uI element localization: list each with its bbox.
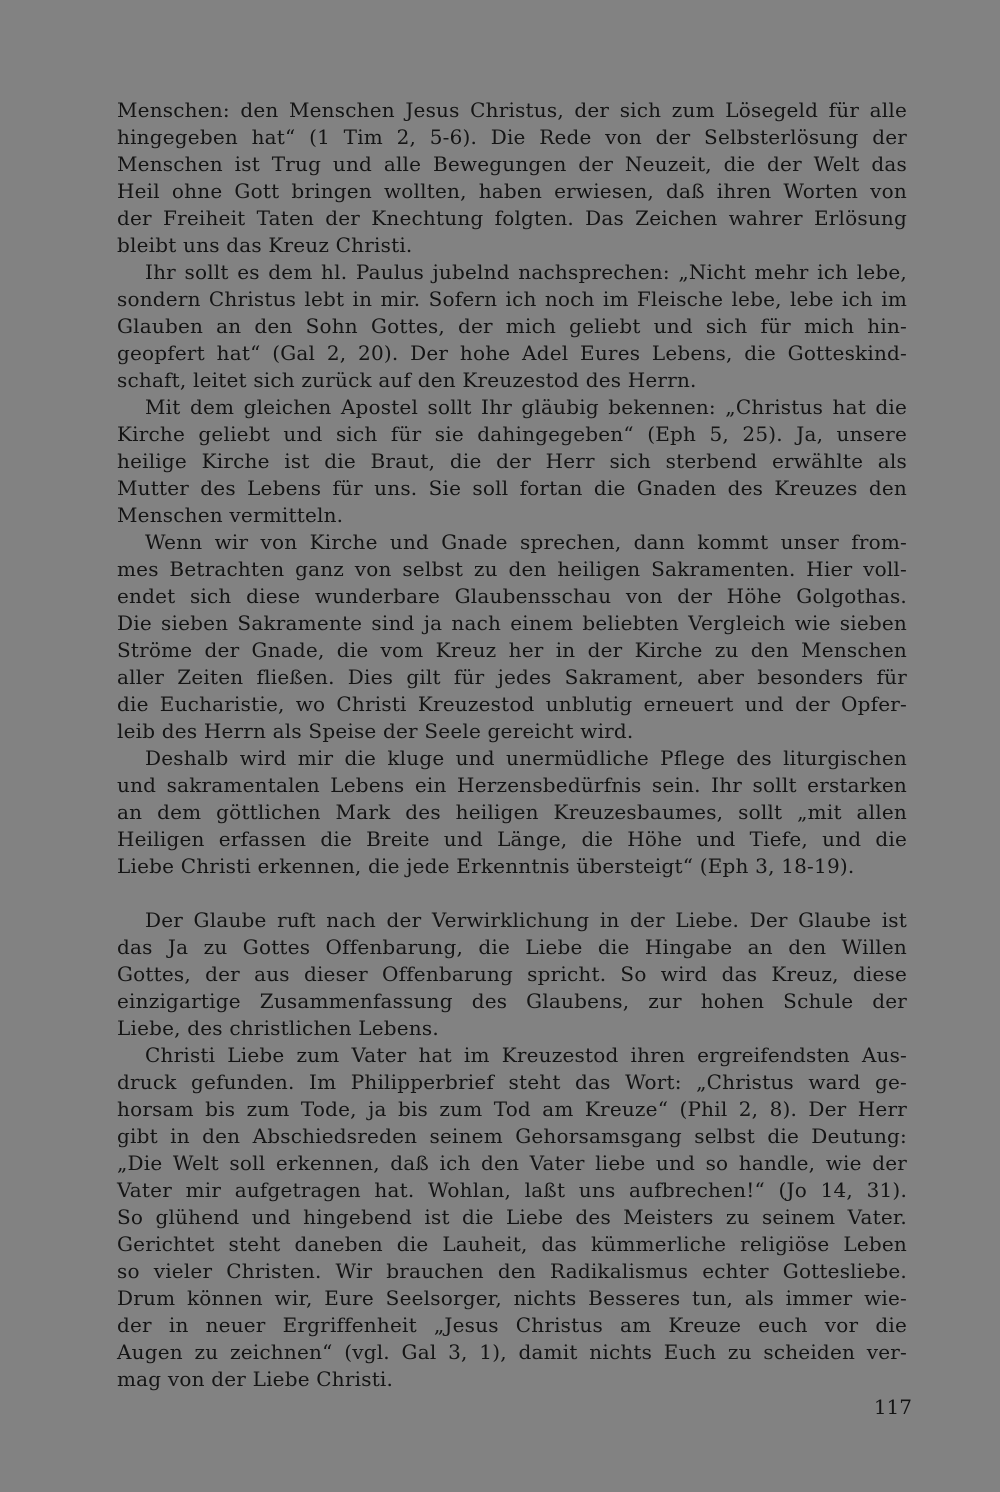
text-line: Drum können wir, Eure Seelsorger, nichts Besseres tun, als immer wie- xyxy=(117,1286,907,1310)
text-line: Deshalb wird mir die kluge und unermüdliche Pflege des liturgischen xyxy=(145,746,907,770)
paragraph xyxy=(117,259,907,394)
paragraph xyxy=(117,907,907,1042)
text-line: an dem göttlichen Mark des heiligen Kreuzesbaumes, sollt „mit allen xyxy=(117,800,907,824)
page-number: 117 xyxy=(873,1395,912,1419)
text-line: Mit dem gleichen Apostel sollt Ihr gläubig bekennen: „Christus hat die xyxy=(145,395,907,419)
text-line: druck gefunden. Im Philipperbrief steht das Wort: „Christus ward ge- xyxy=(117,1070,907,1094)
text-line: Liebe Christi erkennen, die jede Erkenntnis übersteigt“ (Eph 3, 18-19). xyxy=(117,854,855,878)
text-line: Ihr sollt es dem hl. Paulus jubelnd nachsprechen: „Nicht mehr ich lebe, xyxy=(145,260,907,284)
text-line: die Eucharistie, wo Christi Kreuzestod unblutig erneuert und der Opfer- xyxy=(117,692,907,716)
text-line: so vieler Christen. Wir brauchen den Radikalismus echter Gottesliebe. xyxy=(117,1259,907,1283)
section-break xyxy=(117,880,907,907)
text-line: bleibt uns das Kreuz Christi. xyxy=(117,233,413,257)
text-line: einzigartige Zusammenfassung des Glaubens, zur hohen Schule der xyxy=(117,989,907,1013)
paragraph xyxy=(117,394,907,529)
text-line: Liebe, des christlichen Lebens. xyxy=(117,1016,439,1040)
text-line: das Ja zu Gottes Offenbarung, die Liebe die Hingabe an den Willen xyxy=(117,935,907,959)
paragraph xyxy=(117,1042,907,1393)
text-line: heilige Kirche ist die Braut, die der Herr sich sterbend erwählte als xyxy=(117,449,907,473)
text-line: Menschen: den Menschen Jesus Christus, der sich zum Lösegeld für alle xyxy=(117,98,907,122)
text-line: schaft, leitet sich zurück auf den Kreuzestod des Herrn. xyxy=(117,368,697,392)
text-line: und sakramentalen Lebens ein Herzensbedürfnis sein. Ihr sollt erstarken xyxy=(117,773,907,797)
text-line: Kirche geliebt und sich für sie dahingegeben“ (Eph 5, 25). Ja, unsere xyxy=(117,422,907,446)
text-line: sondern Christus lebt in mir. Sofern ich noch im Fleische lebe, lebe ich im xyxy=(117,287,907,311)
text-line: mag von der Liebe Christi. xyxy=(117,1367,394,1391)
text-line: gibt in den Abschiedsreden seinem Gehorsamsgang selbst die Deutung: xyxy=(117,1124,907,1148)
text-line: Wenn wir von Kirche und Gnade sprechen, dann kommt unser from- xyxy=(145,530,907,554)
text-line: Der Glaube ruft nach der Verwirklichung in der Liebe. Der Glaube ist xyxy=(145,908,907,932)
text-line: Mutter des Lebens für uns. Sie soll fortan die Gnaden des Kreuzes den xyxy=(117,476,907,500)
text-line: endet sich diese wunderbare Glaubensschau von der Höhe Golgothas. xyxy=(117,584,907,608)
text-line: Menschen vermitteln. xyxy=(117,503,344,527)
text-line: Ströme der Gnade, die vom Kreuz her in der Kirche zu den Menschen xyxy=(117,638,907,662)
text-line: aller Zeiten fließen. Dies gilt für jedes Sakrament, aber besonders für xyxy=(117,665,907,689)
paragraph xyxy=(117,529,907,745)
text-line: geopfert hat“ (Gal 2, 20). Der hohe Adel Eures Lebens, die Gotteskind- xyxy=(117,341,907,365)
text-line: Heil ohne Gott bringen wollten, haben erwiesen, daß ihren Worten von xyxy=(117,179,907,203)
text-line: „Die Welt soll erkennen, daß ich den Vater liebe und so handle, wie der xyxy=(117,1151,907,1175)
paragraph xyxy=(117,745,907,880)
text-line: Gottes, der aus dieser Offenbarung spricht. So wird das Kreuz, diese xyxy=(117,962,907,986)
text-line: leib des Herrn als Speise der Seele gereicht wird. xyxy=(117,719,634,743)
text-line: der Freiheit Taten der Knechtung folgten. Das Zeichen wahrer Erlösung xyxy=(117,206,907,230)
text-line: Die sieben Sakramente sind ja nach einem beliebten Vergleich wie sieben xyxy=(117,611,907,635)
text-line: horsam bis zum Tode, ja bis zum Tod am Kreuze“ (Phil 2, 8). Der Herr xyxy=(117,1097,907,1121)
text-line: hingegeben hat“ (1 Tim 2, 5-6). Die Rede von der Selbsterlösung der xyxy=(117,125,907,149)
page-body xyxy=(117,97,907,1393)
text-line: Augen zu zeichnen“ (vgl. Gal 3, 1), damit nichts Euch zu scheiden ver- xyxy=(117,1340,907,1364)
text-line: der in neuer Ergriffenheit „Jesus Christus am Kreuze euch vor die xyxy=(117,1313,907,1337)
text-line: Vater mir aufgetragen hat. Wohlan, laßt uns aufbrechen!“ (Jo 14, 31). xyxy=(117,1178,907,1202)
text-line: Glauben an den Sohn Gottes, der mich geliebt und sich für mich hin- xyxy=(117,314,907,338)
text-line: Gerichtet steht daneben die Lauheit, das kümmerliche religiöse Leben xyxy=(117,1232,907,1256)
text-line: mes Betrachten ganz von selbst zu den heiligen Sakramenten. Hier voll- xyxy=(117,557,907,581)
paragraph xyxy=(117,97,907,259)
text-line: Heiligen erfassen die Breite und Länge, die Höhe und Tiefe, und die xyxy=(117,827,907,851)
text-line: So glühend und hingebend ist die Liebe des Meisters zu seinem Vater. xyxy=(117,1205,907,1229)
text-line: Christi Liebe zum Vater hat im Kreuzestod ihren ergreifendsten Aus- xyxy=(145,1043,907,1067)
text-line: Menschen ist Trug und alle Bewegungen der Neuzeit, die der Welt das xyxy=(117,152,907,176)
